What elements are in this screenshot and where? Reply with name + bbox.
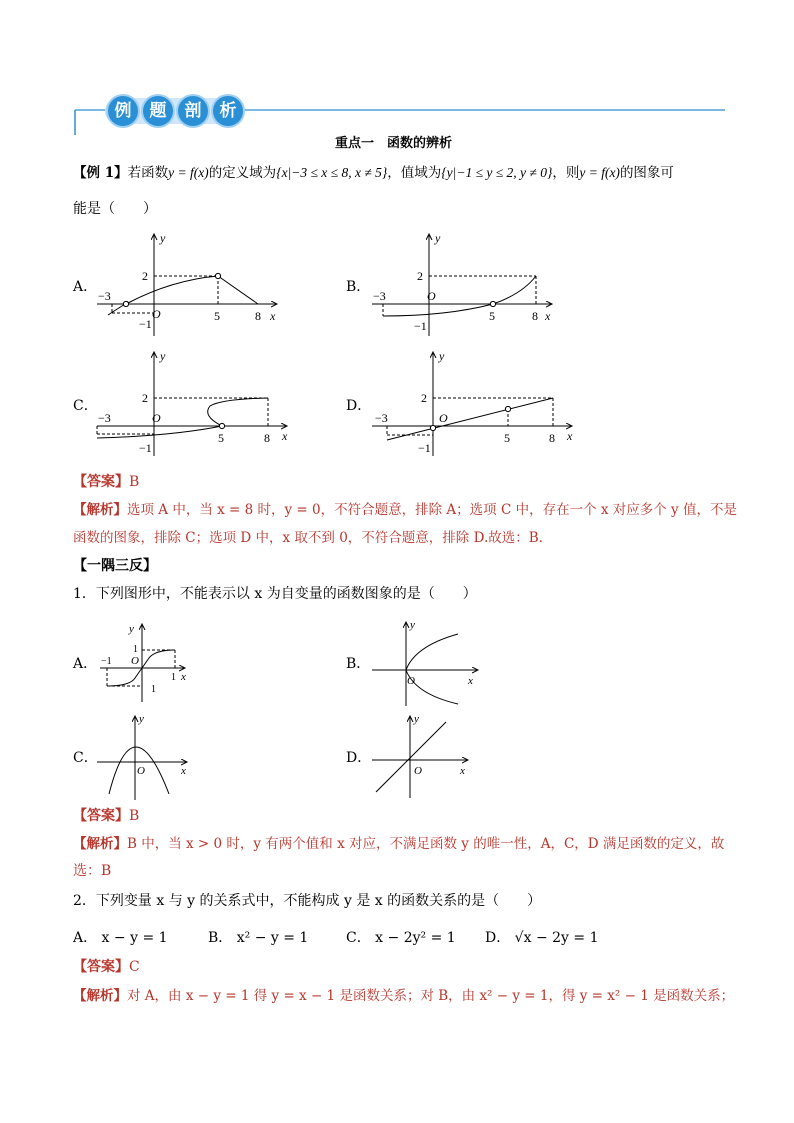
text: 的图象可 [619, 165, 674, 181]
math: {x|−3 ≤ x ≤ 8, x ≠ 5} [276, 165, 388, 180]
q1-option-c: C． [73, 750, 98, 766]
example1-analysis-line1 [73, 500, 737, 520]
tick-label: −3 [98, 289, 111, 303]
axis-label-y: y [414, 713, 419, 725]
q2-option-c: C． x − 2y² = 1 [346, 930, 456, 946]
q1-option-a: A． [73, 656, 98, 672]
tick-label: 5 [504, 431, 510, 445]
math: y = f(x) [579, 165, 620, 180]
q1-graph-c [95, 712, 195, 802]
axis-label-x: x [468, 675, 473, 687]
answer-tag: 【答案】 [73, 474, 129, 490]
text: 若函数 [127, 165, 169, 181]
example1-analysis-line2: 函数的图象，排除 C；选项 D 中，x 取不到 0，不符合题意，排除 D.故选：B. [73, 530, 543, 546]
text: ，则 [552, 165, 580, 181]
q2-answer [73, 957, 140, 977]
banner-char: 题 [143, 96, 173, 126]
option-label-b: B． [346, 279, 371, 295]
tick-label: −1 [139, 317, 152, 331]
tick-label: 8 [255, 309, 261, 323]
axis-label-y: y [139, 713, 144, 725]
q1-option-b: B． [346, 656, 371, 672]
answer-tag: 【答案】 [73, 959, 129, 975]
tick-label: 2 [142, 269, 148, 283]
graph-c [92, 346, 302, 458]
tick-label: 8 [549, 431, 555, 445]
tick-label: −1 [418, 441, 431, 455]
axis-label-y: y [129, 623, 134, 635]
origin-label: O [439, 411, 448, 425]
example1-answer [73, 472, 139, 492]
axis-label-y: y [435, 231, 441, 245]
axis-label-y: y [160, 231, 166, 245]
banner-char: 例 [108, 96, 138, 126]
analysis-tag: 【解析】 [73, 836, 127, 852]
tick-label: −1 [101, 656, 112, 667]
origin-label: O [131, 655, 139, 667]
tick-label: 1 [133, 644, 138, 655]
axis-label-y: y [410, 619, 415, 631]
q1-analysis-line1 [73, 834, 724, 854]
example1-question-line2: 能是（ ） [73, 201, 157, 217]
axis-label-x: x [181, 671, 186, 683]
axis-label-y: y [439, 349, 445, 363]
q1-graph-a [95, 620, 195, 705]
axis-label-x: x [460, 765, 465, 777]
origin-label: O [152, 411, 161, 425]
example1-question-line1 [73, 163, 674, 183]
tick-label: 2 [417, 269, 423, 283]
text: 的定义域为 [208, 165, 277, 181]
graph-a [92, 228, 292, 338]
q1-answer [73, 806, 139, 826]
banner-char: 析 [213, 96, 243, 126]
axis-label-x: x [270, 309, 276, 323]
analysis-text: 选项 A 中，当 x = 8 时，y = 0，不符合题意，排除 A；选项 C 中，存在一个 x 对应多个 y 值，不是 [127, 502, 737, 518]
tick-label: −1 [414, 319, 427, 333]
tick-label: 5 [218, 431, 224, 445]
option-label-c: C． [73, 398, 98, 414]
q1-graph-b [370, 618, 485, 708]
q2-option-a: A． x − y = 1 [73, 930, 168, 946]
section-title: 重点一 函数的辨析 [335, 136, 453, 151]
option-label-a: A． [73, 279, 98, 295]
q1-graph-d [370, 712, 475, 802]
origin-label: O [427, 289, 436, 303]
q2-option-b: B． x² − y = 1 [208, 930, 309, 946]
graph-b [367, 228, 567, 338]
tick-label: 8 [264, 431, 270, 445]
tick-label: −3 [373, 289, 386, 303]
origin-label: O [152, 307, 161, 321]
axis-label-x: x [545, 309, 551, 323]
q2-analysis [73, 986, 734, 1006]
answer-value: B [129, 808, 140, 824]
origin-label: O [414, 765, 422, 777]
axis-label-x: x [181, 765, 186, 777]
tick-label: 5 [489, 309, 495, 323]
analysis-text: B 中，当 x > 0 时，y 有两个值和 x 对应，不满足函数 y 的唯一性，A，C，D 满足函数的定义，故 [127, 836, 725, 852]
tick-label: 2 [142, 391, 148, 405]
tick-label: −1 [139, 441, 152, 455]
tick-label: 1 [151, 684, 156, 695]
answer-value: B [129, 474, 140, 490]
tick-label: 1 [171, 672, 176, 683]
practice-header: 【一隅三反】 [73, 558, 157, 574]
q1-text: 1．下列图形中，不能表示以 x 为自变量的函数图象的是（ ） [73, 586, 477, 602]
axis-label-x: x [282, 429, 288, 443]
answer-tag: 【答案】 [73, 808, 129, 824]
tick-label: −3 [375, 411, 388, 425]
q1-option-d: D． [346, 750, 372, 766]
tick-label: 5 [214, 309, 220, 323]
math: y = f(x) [168, 165, 209, 180]
tick-label: 8 [532, 309, 538, 323]
banner-char: 剖 [178, 96, 208, 126]
axis-label-y: y [160, 349, 166, 363]
math: {y|−1 ≤ y ≤ 2, y ≠ 0} [441, 165, 553, 180]
example-tag: 【例 1】 [73, 165, 128, 181]
axis-label-x: x [567, 429, 573, 443]
option-label-d: D． [346, 398, 372, 414]
analysis-tag: 【解析】 [73, 502, 127, 518]
graph-d [367, 346, 582, 458]
analysis-text: 对 A，由 x − y = 1 得 y = x − 1 是函数关系；对 B，由 x² − y = 1，得 y = x² − 1 是函数关系； [127, 988, 735, 1004]
q2-text: 2．下列变量 x 与 y 的关系式中，不能构成 y 是 x 的函数关系的是（ ） [73, 893, 542, 909]
q2-option-d: D． √x − 2y = 1 [485, 930, 599, 946]
text: ，值域为 [387, 165, 442, 181]
tick-label: −3 [98, 411, 111, 425]
q1-analysis-line2: 选：B [73, 863, 112, 879]
origin-label: O [137, 765, 145, 777]
analysis-tag: 【解析】 [73, 988, 127, 1004]
tick-label: 2 [421, 391, 427, 405]
origin-label: O [407, 675, 415, 687]
answer-value: C [129, 959, 140, 975]
